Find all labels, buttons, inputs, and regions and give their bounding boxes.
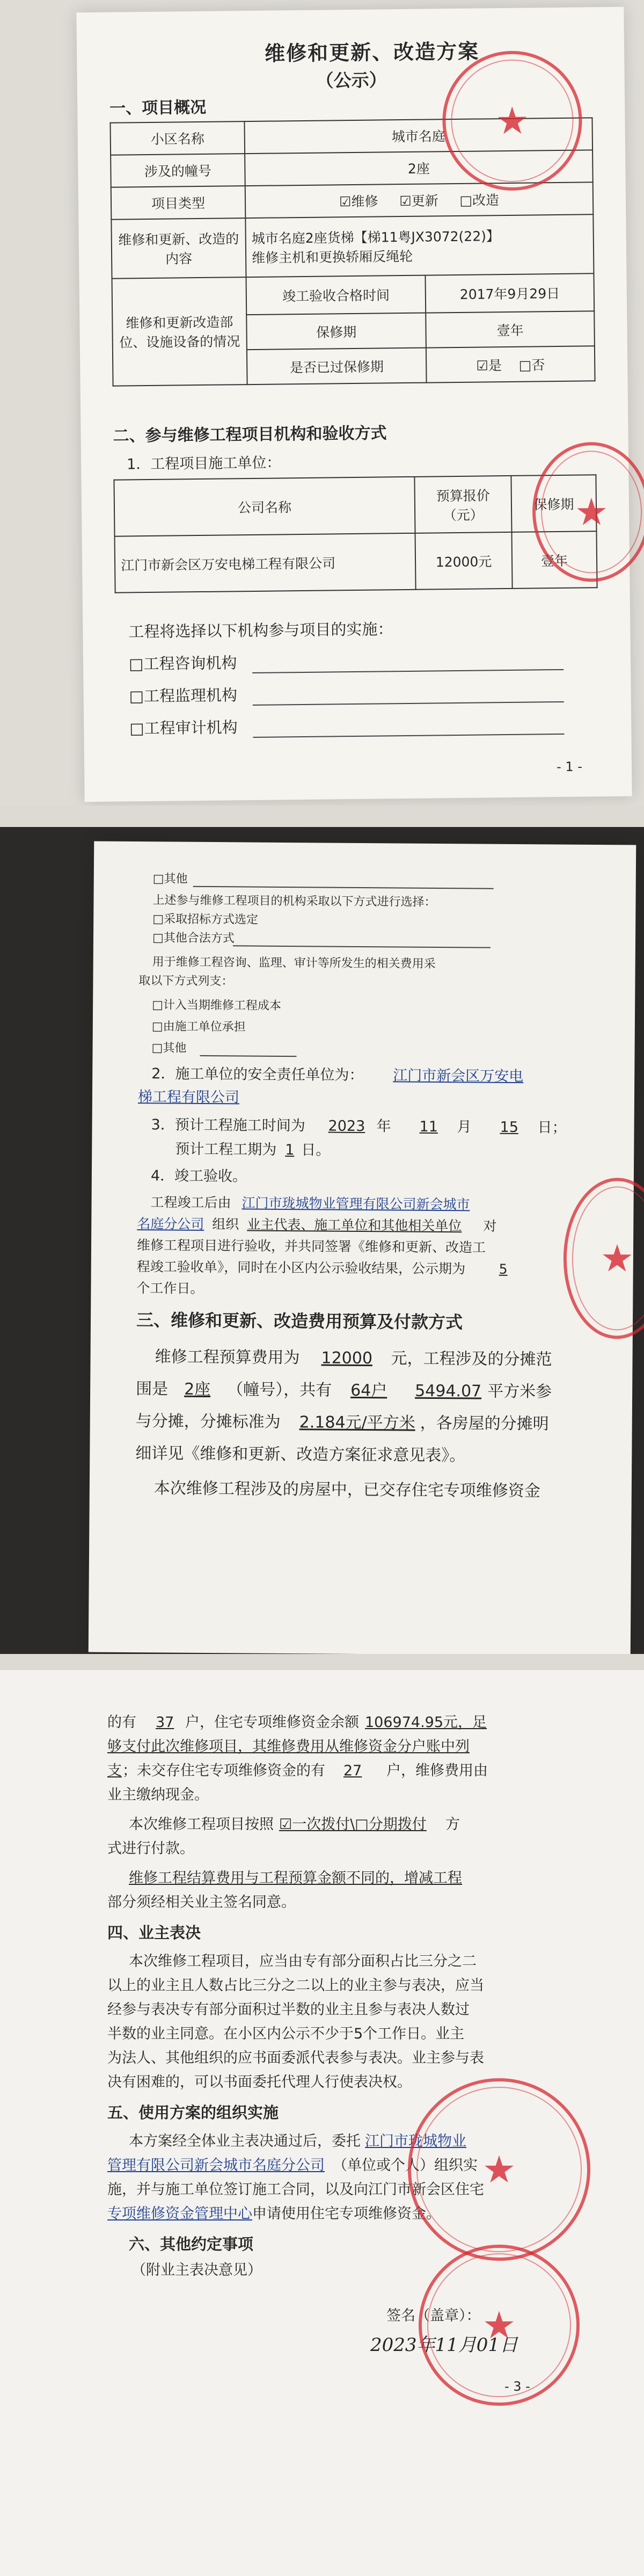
page-3-photo [0, 1670, 644, 2576]
acceptance-heading: 4．竣工验收。 [150, 1167, 247, 1185]
document-page-3 [0, 1670, 644, 2576]
fund-text-3a: 支 [107, 1762, 122, 1779]
warranty-label: 保修期 [246, 313, 426, 350]
day-unit: 日； [537, 1119, 567, 1136]
acceptance-text-1d: 对 [483, 1218, 497, 1234]
vote-text-5: 为法人、其他组织的应书面委派代表参与表决。业主参与表 [107, 2050, 484, 2066]
budget-text-4: 细详见《维修和更新、改造方案征求意见表》。 [135, 1444, 466, 1465]
over-warranty-options [426, 346, 595, 382]
page-number-1: - 1 - [556, 759, 583, 775]
fee-option-cost[interactable]: □计入当期维修工程成本 [152, 998, 282, 1013]
method-other[interactable]: □其他合法方式 [152, 931, 235, 946]
document-page-1 [76, 7, 632, 802]
apportion-range: 2座 [184, 1380, 211, 1399]
type-label: 项目类型 [111, 186, 246, 220]
acceptance-text-1b: 组织 [212, 1216, 239, 1232]
schedule-month: 11 [419, 1118, 438, 1135]
budget-text-2c: 平方米参 [487, 1382, 552, 1402]
acceptance-org-2: 名庭分公司 [137, 1216, 204, 1232]
warranty-value: 壹年 [426, 311, 594, 347]
section-3-heading: 三、维修和更新、改造费用预算及付款方式 [136, 1310, 463, 1333]
fund-text-3c: 户，维修费用由 [386, 1762, 488, 1779]
month-unit: 月 [457, 1119, 472, 1136]
acceptance-text-4: 个工作日。 [136, 1280, 204, 1296]
acceptance-text-3: 程竣工验收单》，同时在小区内公示验收结果，公示期为 [136, 1259, 466, 1277]
payment-text-c: 方 [445, 1816, 460, 1833]
page-number-3: - 3 - [504, 2379, 530, 2394]
year-unit: 年 [376, 1118, 391, 1135]
paid-text-a: 的有 [107, 1714, 136, 1731]
vote-text-3: 经参与表决专有部分面积过半数的业主且参与表决人数过 [107, 2001, 470, 2018]
seal-star-icon: ★ [574, 490, 609, 534]
acceptance-text-1: 工程竣工后由 [150, 1194, 231, 1211]
org-audit[interactable]: □工程审计机构 [129, 718, 238, 738]
company-seal-4 [408, 2078, 590, 2261]
fee-option-contractor[interactable]: □由施工单位承担 [151, 1020, 246, 1034]
other-org-option[interactable]: □其他 [152, 872, 188, 886]
contractor-table [113, 474, 597, 593]
diff-text-2: 部分须经相关业主签名同意。 [107, 1894, 296, 1911]
method-tender[interactable]: □采取招标方式选定 [152, 912, 259, 927]
paid-text-b: 户，住宅专项维修资金余额 [185, 1714, 359, 1731]
signature-date: 2023年11月01日 [370, 2334, 518, 2356]
org-text-4b: 申请使用住宅专项维修资金。 [252, 2205, 441, 2222]
building-value: 2座 [245, 150, 593, 186]
contractor-warranty-header: 保修期 [511, 475, 596, 532]
contractor-company-header: 公司名称 [114, 477, 415, 536]
over-warranty-label: 是否已过保修期 [247, 348, 427, 384]
schedule-day: 15 [500, 1119, 519, 1136]
fee-other-line [200, 1055, 296, 1057]
fund-text-3b: ；未交存住宅专项维修资金的有 [122, 1762, 325, 1779]
apportion-standard: 2.184元/平方米 [299, 1413, 415, 1433]
budget-value: 12000 [321, 1348, 373, 1368]
org-text-1b: 江门市珑城物业 [365, 2133, 466, 2150]
other-org-line [193, 886, 494, 889]
select-method-text: 上述参与维修工程项目的机构采取以下方式进行选择： [152, 894, 436, 909]
contractor-budget-header: 预算报价（元） [414, 476, 511, 533]
acceptance-org-1: 江门市珑城物业管理有限公司新会城市 [241, 1195, 470, 1213]
section-5-heading: 五、使用方案的组织实施 [107, 2103, 279, 2122]
contractor-company: 江门市新会区万安电梯工程有限公司 [115, 533, 416, 593]
acceptance-text-2: 维修工程项目进行验收，并共同签署《维修和更新、改造工 [136, 1237, 486, 1256]
fund-text-2: 够支付此次维修项目，其维修费用从维修资金分户账中列 [107, 1738, 470, 1755]
community-label: 小区名称 [110, 121, 245, 155]
payment-text-a: 本次维修工程项目按照 [129, 1816, 274, 1833]
safety-unit-value-1: 江门市新会区万安电 [393, 1067, 524, 1085]
payment-text-d: 式进行付款。 [107, 1840, 194, 1857]
company-seal-5 [419, 2245, 580, 2406]
section-2-heading: 二、参与维修工程项目机构和验收方式 [113, 424, 387, 446]
duration-days: 1 [285, 1141, 295, 1159]
budget-text-3b: ，各房屋的分摊明 [420, 1413, 549, 1434]
duration-text: 预计工程工期为 [175, 1141, 277, 1158]
accept-time-label: 竣工验收合格时间 [246, 275, 426, 315]
vote-text-1: 本次维修工程项目，应当由专有部分面积占比三分之二 [129, 1953, 477, 1970]
org-consulting[interactable]: □工程咨询机构 [128, 654, 237, 673]
diff-text-1: 维修工程结算费用与工程预算金额不同的，增减工程 [129, 1870, 462, 1886]
fee-text-2: 取以下方式列支： [138, 974, 233, 989]
budget-text-2b: （幢号），共有 [227, 1380, 332, 1400]
signature-label: 签名（盖章）： [386, 2307, 481, 2324]
content-label: 维修和更新、改造的内容 [111, 218, 246, 279]
org-text-4a: 专项维修资金管理中心 [107, 2205, 252, 2222]
schedule-year: 2023 [328, 1118, 365, 1135]
building-label: 涉及的幢号 [111, 154, 245, 187]
org-audit-line [253, 734, 564, 738]
over-yes-checkbox[interactable]: ☑是 [476, 357, 502, 374]
safety-unit-value-2: 梯工程有限公司 [137, 1089, 240, 1106]
fee-text-1: 用于维修工程咨询、监理、审计等所发生的相关费用采 [152, 955, 436, 971]
org-text-1a: 本方案经全体业主表决通过后，委托 [129, 2133, 361, 2150]
duration-unit: 日。 [301, 1142, 331, 1159]
content-line-1: 城市名庭2座货梯【梯11粤JX3072(22)】 [251, 228, 500, 246]
content-line-2: 维修主机和更换轿厢反绳轮 [251, 248, 413, 266]
org-text-2a: 管理有限公司新会城市名庭分公司 [107, 2157, 325, 2174]
org-text-2b: （单位或个人）组织实 [333, 2157, 478, 2174]
vote-text-6: 决有困难的，可以书面委托代理人行使表决权。 [107, 2074, 412, 2091]
fund-text-1: 本次维修工程涉及的房屋中，已交存住宅专项维修资金 [153, 1479, 540, 1501]
type-options [245, 182, 594, 218]
schedule-text: 3．预计工程施工时间为 [151, 1116, 305, 1135]
unpaid-households: 27 [343, 1762, 362, 1779]
facility-label: 维修和更新改造部位、设施设备的情况 [112, 277, 247, 386]
budget-text-1: 维修工程预算费用为 [155, 1347, 300, 1368]
content-value [245, 214, 594, 277]
safety-unit-text: 2．施工单位的安全责任单位为： [151, 1065, 364, 1084]
budget-text-2: 围是 [136, 1380, 169, 1399]
paid-households: 37 [156, 1714, 174, 1731]
page-1-photo [0, 0, 644, 806]
page-2-photo [0, 827, 644, 1654]
type-renovate-checkbox[interactable]: □改造 [459, 192, 500, 208]
budget-text-3: 与分摊，分摊标准为 [135, 1412, 281, 1432]
seal-star-icon: ★ [600, 1236, 634, 1281]
seal-star-icon: ★ [495, 98, 530, 143]
accept-time-value: 2017年9月29日 [426, 273, 594, 313]
over-no-checkbox[interactable]: □否 [518, 357, 545, 373]
fund-balance: 106974.95元，足 [365, 1714, 487, 1731]
acceptance-parties: 业主代表、施工单位和其他相关单位 [247, 1216, 462, 1234]
payment-method-options[interactable]: ☑一次拨付\□分期拨付 [279, 1816, 427, 1833]
org-text-3: 施，并与施工单位签订施工合同，以及向江门市新会区住宅 [107, 2181, 484, 2198]
appendix-note: （附业主表决意见） [131, 2262, 262, 2279]
publicity-days: 5 [499, 1261, 508, 1277]
org-supervision[interactable]: □工程监理机构 [129, 686, 238, 706]
company-seal-3 [563, 1178, 644, 1339]
document-title: 维修和更新、改造方案 [264, 39, 480, 66]
type-repair-checkbox[interactable]: ☑维修 [339, 193, 378, 210]
org-consulting-line [252, 669, 564, 673]
community-value: 城市名庭 [244, 118, 592, 154]
seal-star-icon: ★ [482, 2303, 516, 2347]
contractor-warranty: 壹年 [512, 531, 597, 589]
budget-text-1b: 元，工程涉及的分摊范 [391, 1349, 552, 1369]
households-count: 64户 [350, 1381, 387, 1401]
section-1-heading: 一、项目概况 [109, 98, 207, 118]
document-subtitle: （公示） [316, 69, 387, 91]
total-area: 5494.07 [415, 1381, 482, 1401]
section-6-heading: 六、其他约定事项 [129, 2235, 254, 2253]
section-4-heading: 四、业主表决 [107, 1924, 201, 1942]
document-page-2 [89, 841, 636, 1654]
select-orgs-text: 工程将选择以下机构参与项目的实施： [128, 620, 393, 641]
type-update-checkbox[interactable]: ☑更新 [399, 193, 438, 209]
fee-option-other[interactable]: □其他 [151, 1041, 187, 1055]
contractor-heading: 1．工程项目施工单位： [126, 454, 281, 473]
seal-star-icon: ★ [482, 2147, 516, 2192]
method-other-line [233, 945, 491, 948]
org-supervision-line [253, 701, 564, 706]
contractor-budget: 12000元 [415, 532, 513, 590]
vote-text-4: 半数的业主同意。在小区内公示不少于5个工作日。业主 [107, 2026, 465, 2042]
fund-text-4: 业主缴纳现金。 [107, 1787, 209, 1803]
vote-text-2: 以上的业主且人数占比三分之二以上的业主参与表决，应当 [107, 1977, 484, 1994]
